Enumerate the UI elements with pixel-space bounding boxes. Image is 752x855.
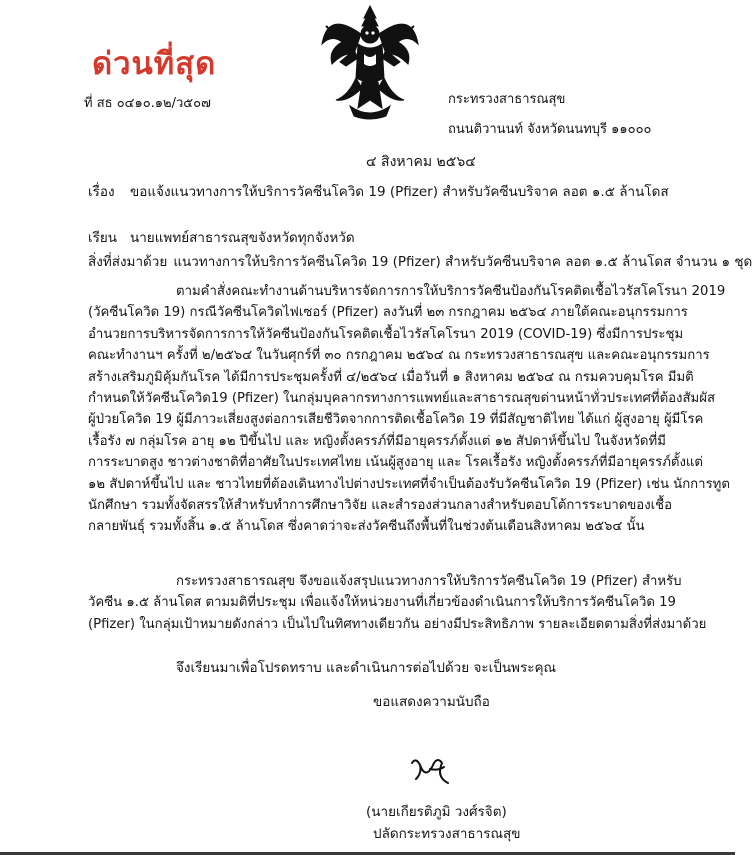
paragraph-line: นักศึกษา รวมทั้งจัดสรรให้สำหรับทำการศึกษาวิจัย และสำรองส่วนกลางสำหรับตอบโต้การระบาดของเชื้อ (88, 497, 673, 513)
addressee-label: เรียน (88, 230, 118, 246)
addressee-text: นายแพทย์สาธารณสุขจังหวัดทุกจังหวัด (130, 230, 355, 246)
paragraph-line: วัคซีน ๑.๕ ล้านโดส ตามมติที่ประชุม เพื่อแจ้งให้หน่วยงานที่เกี่ยวข้องดำเนินการให้บริการวัคซีนโควิด 19 (88, 595, 676, 611)
enclosure-label: สิ่งที่ส่งมาด้วย (88, 254, 168, 270)
paragraph-line: เรื้อรัง ๗ กลุ่มโรค อายุ ๑๒ ปีขึ้นไป และ หญิงตั้งครรภ์ที่มีอายุครรภ์ตั้งแต่ ๑๒ สัปดาห์ขึ้นไป ในจังหวัดที่มี (88, 433, 666, 449)
body-paragraph-3: จึงเรียนมาเพื่อโปรดทราบ และดำเนินการต่อไปด้วย จะเป็นพระคุณ (176, 660, 556, 676)
organization-address: ถนนติวานนท์ จังหวัดนนทบุรี ๑๑๐๐๐ (448, 122, 652, 137)
body-paragraph-1 (88, 281, 730, 538)
paragraph-line: ๑๒ สัปดาห์ขึ้นไป และ ชาวไทยที่ต้องเดินทางไปต่างประเทศที่จำเป็นต้องรับวัคซีนโควิด 19 (Pfizer) เช่น นักการทูต (88, 476, 730, 492)
paragraph-line: (วัคซีนโควิด 19) กรณีวัคซีนโควิดไฟเซอร์ (Pfizer) ลงวันที่ ๒๓ กรกฎาคม ๒๕๖๔ ภายใต้คณะอนุกรรมการ (88, 305, 688, 321)
letter-date: ๔ สิงหาคม ๒๕๖๔ (366, 154, 476, 170)
paragraph-line: อำนวยการบริหารจัดการการให้วัคซีนป้องกันโรคติดเชื้อไวรัสโคโรนา 2019 (COVID-19) ซึ่งมีการประชุม (88, 326, 684, 342)
subject-line (88, 180, 669, 202)
urgency-stamp: ด่วนที่สุด (92, 46, 217, 82)
subject-label: เรื่อง (88, 184, 115, 200)
reference-number: ที่ สธ ๐๔๑๐.๑๒/ว๕๐๗ (84, 96, 211, 111)
paragraph-line: กระทรวงสาธารณสุข จึงขอแจ้งสรุปแนวทางการให้บริการวัคซีนโควิด 19 (Pfizer) สำหรับ (176, 574, 682, 589)
paragraph-line: ผู้ป่วยโควิด 19 ผู้มีภาวะเสี่ยงสูงต่อการเสียชีวิตจากการติดเชื้อโควิด 19 ที่มีสัญชาติไทย ได้แก่ ผู้สูงอายุ ผู้มีโรค (88, 412, 704, 428)
paragraph-line: กำหนดให้วัคซีนโควิด19 (Pfizer) ในกลุ่มบุคลากรทางการแพทย์และสาธารณสุขด่านหน้าทั่วประเทศที่ต้องสัมผัส (88, 390, 716, 406)
paragraph-line: การระบาดสูง ชาวต่างชาติที่อาศัยในประเทศไทย เน้นผู้สูงอายุ และ โรคเรื้อรัง หญิงตั้งครรภ์ที่มีอายุครรภ์ตั้งแต่ (88, 455, 703, 471)
enclosure-text: แนวทางการให้บริการวัคซีนโควิด 19 (Pfizer) สำหรับวัคซีนบริจาค ลอต ๑.๕ ล้านโดส จำนวน ๑ ชุด (173, 254, 752, 270)
addressee-line (88, 226, 355, 248)
signatory-title: ปลัดกระทรวงสาธารณสุข (373, 826, 521, 842)
closing-salutation: ขอแสดงความนับถือ (373, 694, 490, 710)
subject-text: ขอแจ้งแนวทางการให้บริการวัคซีนโควิด 19 (Pfizer) สำหรับวัคซีนบริจาค ลอต ๑.๕ ล้านโดส (130, 184, 669, 200)
body-paragraph-2 (88, 571, 707, 635)
signatory-name: (นายเกียรติภูมิ วงศ์รจิต) (366, 804, 507, 820)
garuda-emblem-icon (318, 4, 422, 122)
signature-mark-icon (408, 755, 452, 785)
paragraph-line: กลายพันธุ์ รวมทั้งสิ้น ๑.๕ ล้านโดส ซึ่งคาดว่าจะส่งวัคซีนถึงพื้นที่ในช่วงต้นเดือนสิงหาคม ๒๕๖๔ นั้น (88, 519, 645, 535)
paragraph-line: ตามคำสั่งคณะทำงานด้านบริหารจัดการการให้บริการวัคซีนป้องกันโรคติดเชื้อไวรัสโคโรนา 2019 (176, 284, 726, 299)
paragraph-line: (Pfizer) ในกลุ่มเป้าหมายดังกล่าว เป็นไปในทิศทางเดียวกัน อย่างมีประสิทธิภาพ รายละเอียดตามสิ่งที่ส่งมาด้วย (88, 616, 707, 632)
paragraph-line: สร้างเสริมภูมิคุ้มกันโรค ได้มีการประชุมครั้งที่ ๔/๒๕๖๔ เมื่อวันที่ ๑ สิงหาคม ๒๕๖๔ ณ กรมควบคุมโรค มีมติ (88, 369, 694, 385)
paragraph-line: คณะทำงานฯ ครั้งที่ ๒/๒๕๖๔ ในวันศุกร์ที่ ๓๐ กรกฎาคม ๒๕๖๔ ณ กระทรวงสาธารณสุข และคณะอนุกรรมการ (88, 348, 710, 364)
organization-name: กระทรวงสาธารณสุข (448, 92, 566, 107)
enclosure-line (88, 250, 752, 272)
